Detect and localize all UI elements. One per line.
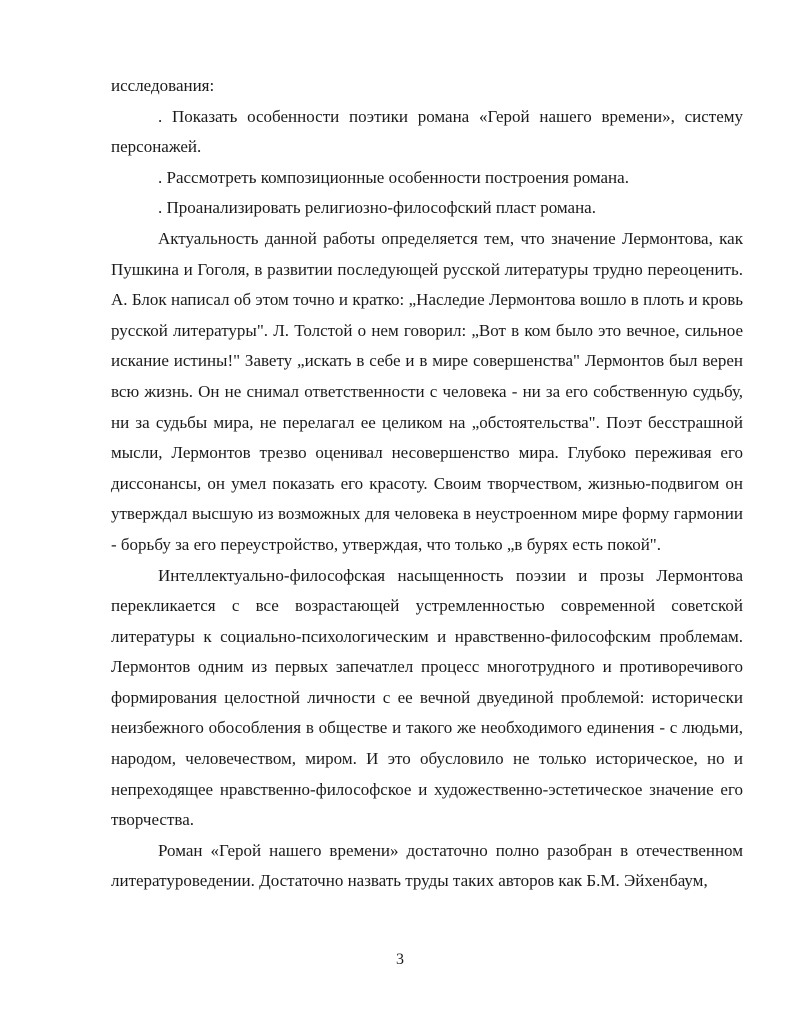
document-body	[111, 71, 743, 897]
paragraph-philosophical: Интеллектуально-философская насыщенность поэзии и прозы Лермонтова перекликается с все возрастающей устремленностью современной советской литературы к социально-психологическим и нравственно-философским проблемам. Лермонтов одним из первых запечатлел процесс многотрудного и противоречивого формирования целостной личности с ее вечной двуединой проблемой: исторически неизбежного обособления в обществе и такого же необходимого единения - с людьми, народом, человечеством, миром. И это обусловило не только историческое, но и непреходящее нравственно-философское и художественно-эстетическое значение его творчества.	[111, 565, 743, 830]
paragraph-relevance: Актуальность данной работы определяется тем, что значение Лермонтова, как Пушкина и Гоголя, в развитии последующей русской литературы трудно переоценить. А. Блок написал об этом точно и кратко: „Наследие Лермонтова вошло в плоть и кровь русской литературы". Л. Толстой о нем говорил: „Вот в ком было это вечное, сильное искание истины!" Завету „искать в себе и в мире совершенства" Лермонтов был верен всю жизнь. Он не снимал ответственности с человека - ни за его собственную судьбу, ни за судьбы мира, не перелагал ее целиком на „обстоятельства". Поэт бесстрашной мысли, Лермонтов трезво оценивал несовершенство мира. Глубоко переживая его диссонансы, он умел показать его красоту. Своим творчеством, жизнью-подвигом он утверждал высшую из возможных для человека в неустроенном мире форму гармонии - борьбу за его переустройство, утверждая, что только „в бурях есть покой".	[111, 228, 743, 554]
page-number: 3	[396, 951, 404, 968]
paragraph-novel-studies: Роман «Герой нашего времени» достаточно полно разобран в отечественном литературоведении. Достаточно назвать труды таких авторов как Б.М. Эйхенбаум,	[111, 840, 743, 891]
paragraph-task-poetics: . Показать особенности поэтики романа «Герой нашего времени», систему персонажей.	[111, 106, 743, 157]
paragraph-task-composition: . Рассмотреть композиционные особенности построения романа.	[158, 167, 629, 187]
paragraph-task-religious: . Проанализировать религиозно-философский пласт романа.	[158, 198, 596, 218]
paragraph-research-heading: исследования:	[111, 76, 215, 95]
